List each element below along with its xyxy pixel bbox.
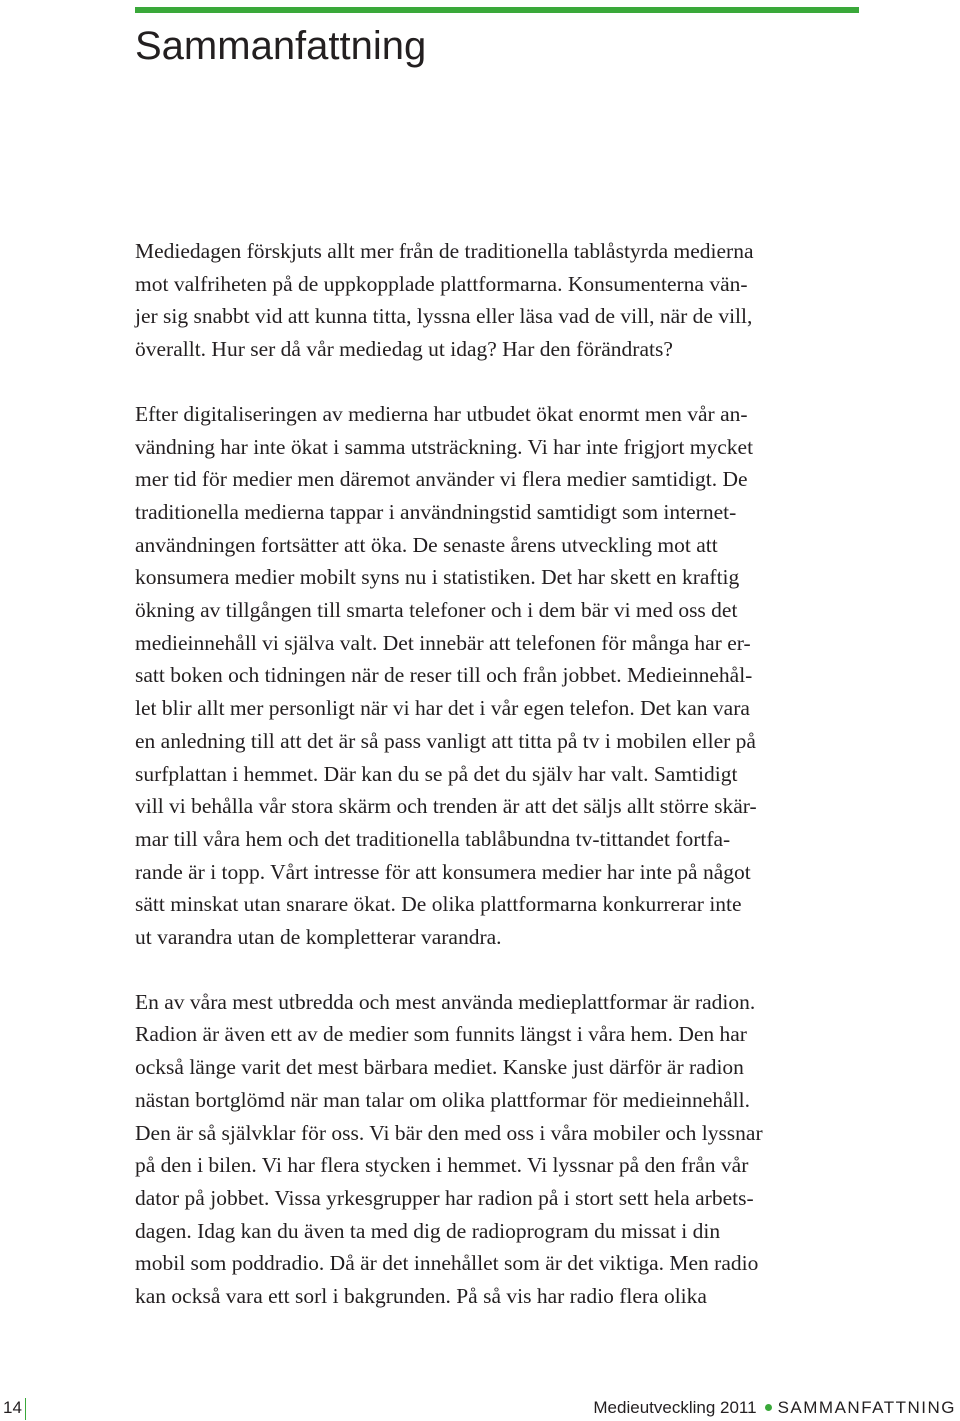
text-line: satt boken och tidningen när de reser till och från jobbet. Medieinnehål- — [135, 663, 753, 688]
text-line: dagen. Idag kan du även ta med dig de radioprogram du missat i din — [135, 1218, 721, 1243]
text-line: nästan bortglömd när man talar om olika plattformar för medieinnehåll. — [135, 1087, 750, 1112]
paragraph-intro — [135, 235, 865, 366]
text-line: sätt minskat utan snarare ökat. De olika plattformarna konkurrerar inte — [135, 892, 742, 917]
text-line: ut varandra utan de kompletterar varandra. — [135, 925, 502, 950]
text-line: konsumera medier mobilt syns nu i statistiken. Det har skett en kraftig — [135, 565, 740, 590]
text-line: let blir allt mer personligt när vi har det i vår egen telefon. Det kan vara — [135, 696, 750, 721]
text-line: på den i bilen. Vi har flera stycken i hemmet. Vi lyssnar på den från vår — [135, 1153, 749, 1178]
text-line: jer sig snabbt vid att kunna titta, lyssna eller läsa vad de vill, när de vill, — [135, 304, 753, 329]
text-line: en anledning till att det är så pass vanligt att titta på tv i mobilen eller på — [135, 728, 756, 753]
text-line: medieinnehåll vi själva valt. Det innebär att telefonen för många har er- — [135, 630, 751, 655]
text-line: mar till våra hem och det traditionella tablåbundna tv-tittandet fortfa- — [135, 826, 731, 851]
text-line: också länge varit det mest bärbara mediet. Kanske just därför är radion — [135, 1055, 744, 1080]
text-line: surfplattan i hemmet. Där kan du se på det du själv har valt. Samtidigt — [135, 761, 738, 786]
page-number-divider — [25, 1398, 26, 1420]
text-line: Mediedagen förskjuts allt mer från de traditionella tablåstyrda medierna — [135, 239, 754, 263]
top-accent-bar — [135, 7, 859, 13]
page-footer — [0, 1397, 960, 1421]
paragraph-digitalisation — [135, 398, 865, 954]
text-line: dator på jobbet. Vissa yrkesgrupper har radion på i stort sett hela arbets- — [135, 1185, 754, 1210]
text-line: Radion är även ett av de medier som funnits längst i våra hem. Den har — [135, 1022, 747, 1047]
text-line: Efter digitaliseringen av medierna har utbudet ökat enormt men vår an- — [135, 401, 748, 426]
section-label: SAMMANFATTNING — [777, 1398, 956, 1417]
text-line: vill vi behålla vår stora skärm och trenden är att det säljs allt större skär- — [135, 794, 757, 819]
running-footer — [593, 1397, 956, 1419]
body-text — [135, 235, 865, 1313]
publication-title: Medieutveckling 2011 — [593, 1398, 757, 1417]
text-line: traditionella medierna tappar i användningstid samtidigt som internet- — [135, 499, 737, 524]
bullet-dot-icon — [765, 1404, 772, 1411]
text-line: En av våra mest utbredda och mest använda medieplattformar är radion. — [135, 989, 756, 1014]
page-number: 14 — [3, 1398, 22, 1417]
text-line: rande är i topp. Vårt intresse för att konsumera medier har inte på något — [135, 859, 751, 884]
paragraph-radio — [135, 986, 865, 1313]
text-line: överallt. Hur ser då vår mediedag ut idag? Har den förändrats? — [135, 337, 673, 362]
text-line: användningen fortsätter att öka. De senaste årens utveckling mot att — [135, 532, 718, 557]
text-line: vändning har inte ökat i samma utsträckning. Vi har inte frigjort mycket — [135, 434, 754, 459]
text-line: mobil som poddradio. Då är det innehållet som är det viktiga. Men radio — [135, 1251, 759, 1276]
text-line: ökning av tillgången till smarta telefoner och i dem bär vi med oss det — [135, 598, 738, 623]
text-line: mot valfriheten på de uppkopplade plattformarna. Konsumenterna vän- — [135, 271, 748, 296]
text-line: kan också vara ett sorl i bakgrunden. På så vis har radio flera olika — [135, 1284, 707, 1309]
page-title: Sammanfattning — [135, 24, 427, 68]
text-line: Den är så självklar för oss. Vi bär den med oss i våra mobiler och lyssnar — [135, 1120, 763, 1145]
text-line: mer tid för medier men däremot använder vi flera medier samtidigt. De — [135, 467, 748, 492]
